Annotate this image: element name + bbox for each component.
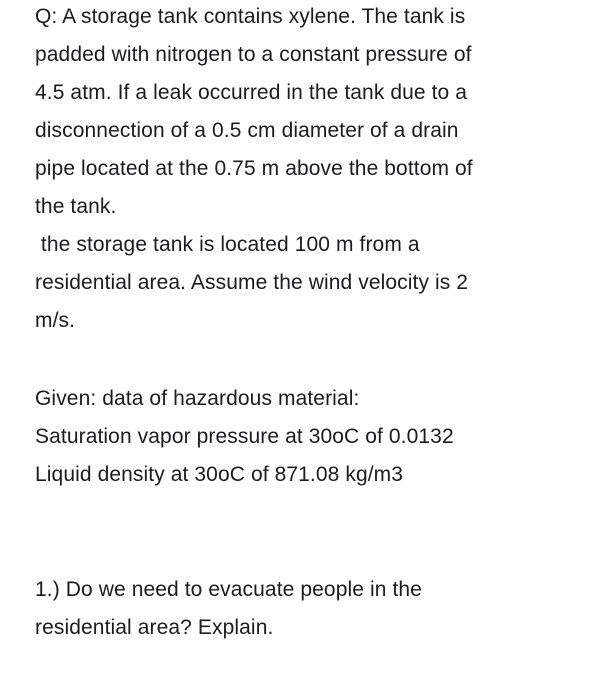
question-line: m/s. — [35, 309, 76, 332]
given-line: Liquid density at 30oC of 871.08 kg/m3 — [35, 463, 404, 486]
question-line: Q: A storage tank contains xylene. The tank is — [35, 5, 466, 28]
task-line: residential area? Explain. — [35, 616, 274, 639]
question-line: padded with nitrogen to a constant pressure of — [35, 43, 472, 66]
question-line: 4.5 atm. If a leak occurred in the tank due to a — [35, 81, 468, 104]
question-line: the storage tank is located 100 m from a — [35, 233, 420, 256]
question-line: pipe located at the 0.75 m above the bottom of — [35, 157, 473, 180]
task-line: 1.) Do we need to evacuate people in the — [35, 578, 422, 601]
given-line: Given: data of hazardous material: — [35, 387, 360, 410]
question-line: the tank. — [35, 195, 117, 218]
question-line: residential area. Assume the wind velocity is 2 — [35, 271, 469, 294]
question-line: disconnection of a 0.5 cm diameter of a drain — [35, 119, 459, 142]
given-line: Saturation vapor pressure at 30oC of 0.0132 — [35, 425, 454, 448]
